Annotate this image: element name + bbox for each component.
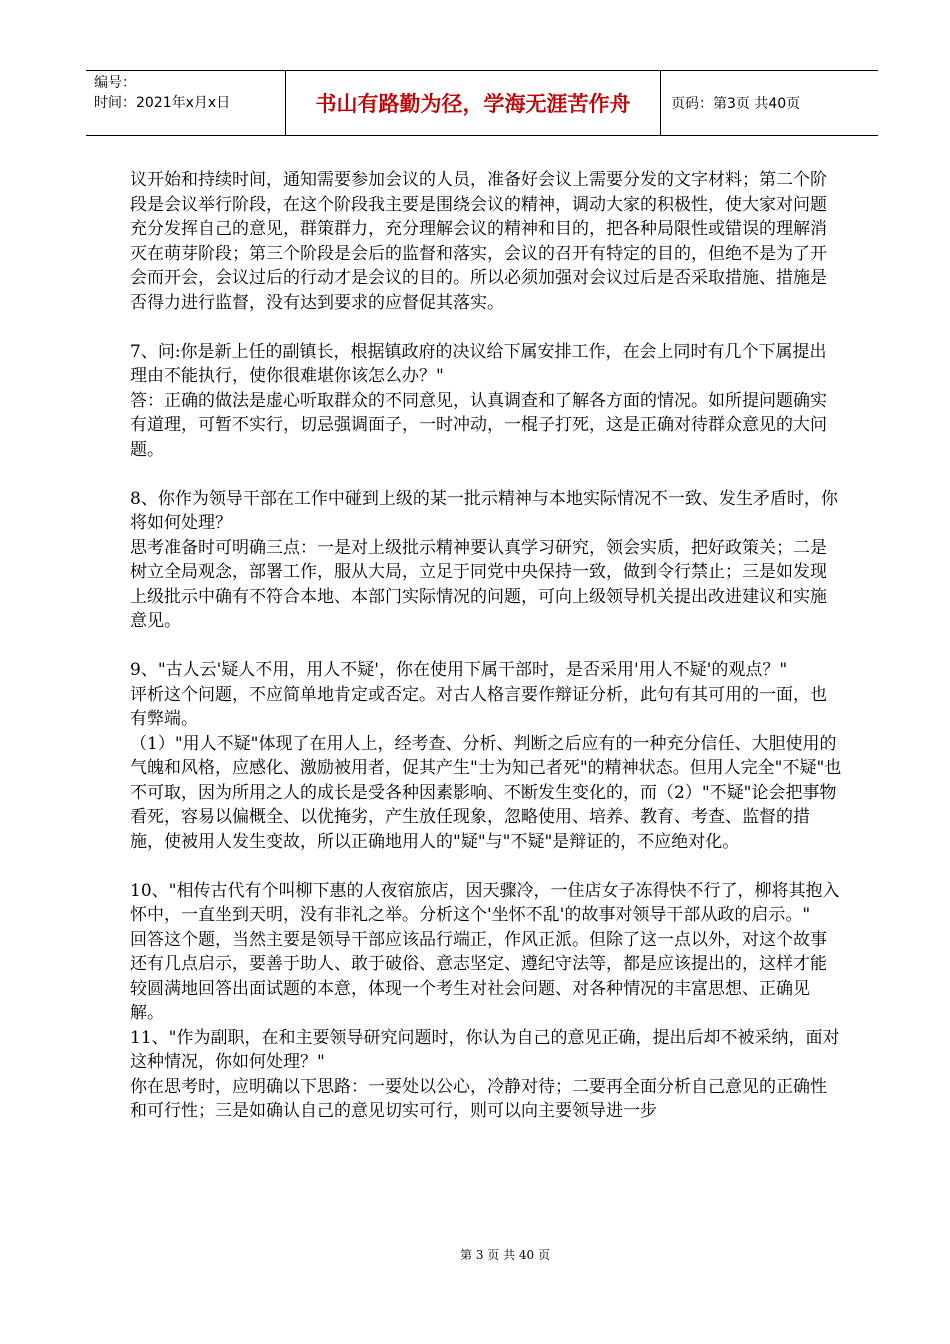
answer-9-detail: （1）"用人不疑"体现了在用人上，经考查、分析、判断之后应有的一种充分信任、大胆使用的气魄和风格，应感化、激励被用者，促其产生"士为知己者死"的精神状态。但用人完全"不疑"也不可取，因为所用之人的成长是受各种因素影响、不断发生变化的，而（2）"不疑"论会把事物看死，容易以偏概全、以优掩劣，产生放任现象，忽略使用、培养、教育、考查、监督的措施，使被用人发生变故，所以正确地用人的"疑"与"不疑"是辩证的，不应绝对化。 [130, 733, 842, 852]
header-motto: 书山有路勤为径，学海无涯苦作舟 [286, 71, 661, 135]
document-body [130, 168, 842, 1124]
answer-8: 思考准备时可明确三点：一是对上级批示精神要认真学习研究，领会实质，把好政策关；二是树立全局观念，部署工作，服从大局，立足于同党中央保持一致，做到令行禁止；三是如发现上级批示中确有不符合本地、本部门实际情况的问题，可向上级领导机关提出改进建议和实施意见。 [130, 537, 827, 631]
page-footer: 第 3 页 共 40 页 [460, 1248, 550, 1262]
header-meta [86, 71, 286, 135]
answer-7: 答：正确的做法是虚心听取群众的不同意见，认真调查和了解各方面的情况。如所提问题确实有道理，可暂不实行，切忌强调面子，一时冲动，一棍子打死，这是正确对待群众意见的大问题。 [130, 390, 827, 460]
question-8: 8、你作为领导干部在工作中碰到上级的某一批示精神与本地实际情况不一致、发生矛盾时，你将如何处理？ [130, 488, 838, 533]
answer-9-intro: 评析这个问题，不应简单地肯定或否定。对古人格言要作辩证分析，此句有其可用的一面，也有弊端。 [130, 684, 827, 729]
answer-11: 你在思考时，应明确以下思路：一要处以公心，冷静对待；二要再全面分析自己意见的正确性和可行性；三是如确认自己的意见切实可行，则可以向主要领导进一步 [130, 1076, 827, 1121]
question-7: 7、问:你是新上任的副镇长，根据镇政府的决议给下属安排工作，在会上同时有几个下属提出理由不能执行，使你很难堪你该怎么办？" [130, 341, 827, 386]
question-10: 10、"相传古代有个叫柳下惠的人夜宿旅店，因天骤冷，一住店女子冻得快不行了，柳将其抱入怀中，一直坐到天明，没有非礼之举。分析这个'坐怀不乱'的故事对领导干部从政的启示。" [130, 880, 840, 925]
number-label: 编号： [94, 75, 136, 91]
page-header [86, 70, 878, 136]
question-11: 11、"作为副职，在和主要领导研究问题时，你认为自己的意见正确，提出后却不被采纳，面对这种情况，你如何处理？" [130, 1027, 840, 1072]
time-label: 时间：2021年x月x日 [94, 95, 231, 111]
answer-10: 回答这个题，当然主要是领导干部应该品行端正，作风正派。但除了这一点以外，对这个故事还有几点启示，要善于助人、敢于破俗、意志坚定、遵纪守法等，都是应该提出的，这样才能较圆满地回答出面试题的本意，体现一个考生对社会问题、对各种情况的丰富思想、正确见解。 [130, 929, 827, 1023]
paragraph: 议开始和持续时间，通知需要参加会议的人员，准备好会议上需要分发的文字材料；第二个阶段是会议举行阶段，在这个阶段我主要是围绕会议的精神，调动大家的积极性，使大家对问题充分发挥自己的意见，群策群力，充分理解会议的精神和目的，把各种局限性或错误的理解消灭在萌芽阶段；第三个阶段是会后的监督和落实，会议的召开有特定的目的，但绝不是为了开会而开会，会议过后的行动才是会议的目的。所以必须加强对会议过后是否采取措施、措施是否得力进行监督，没有达到要求的应督促其落实。 [130, 170, 827, 313]
question-9: 9、"古人云'疑人不用，用人不疑'，你在使用下属干部时，是否采用'用人不疑'的观点？" [130, 660, 788, 680]
header-page-label: 页码：第3页 共40页 [671, 96, 801, 112]
